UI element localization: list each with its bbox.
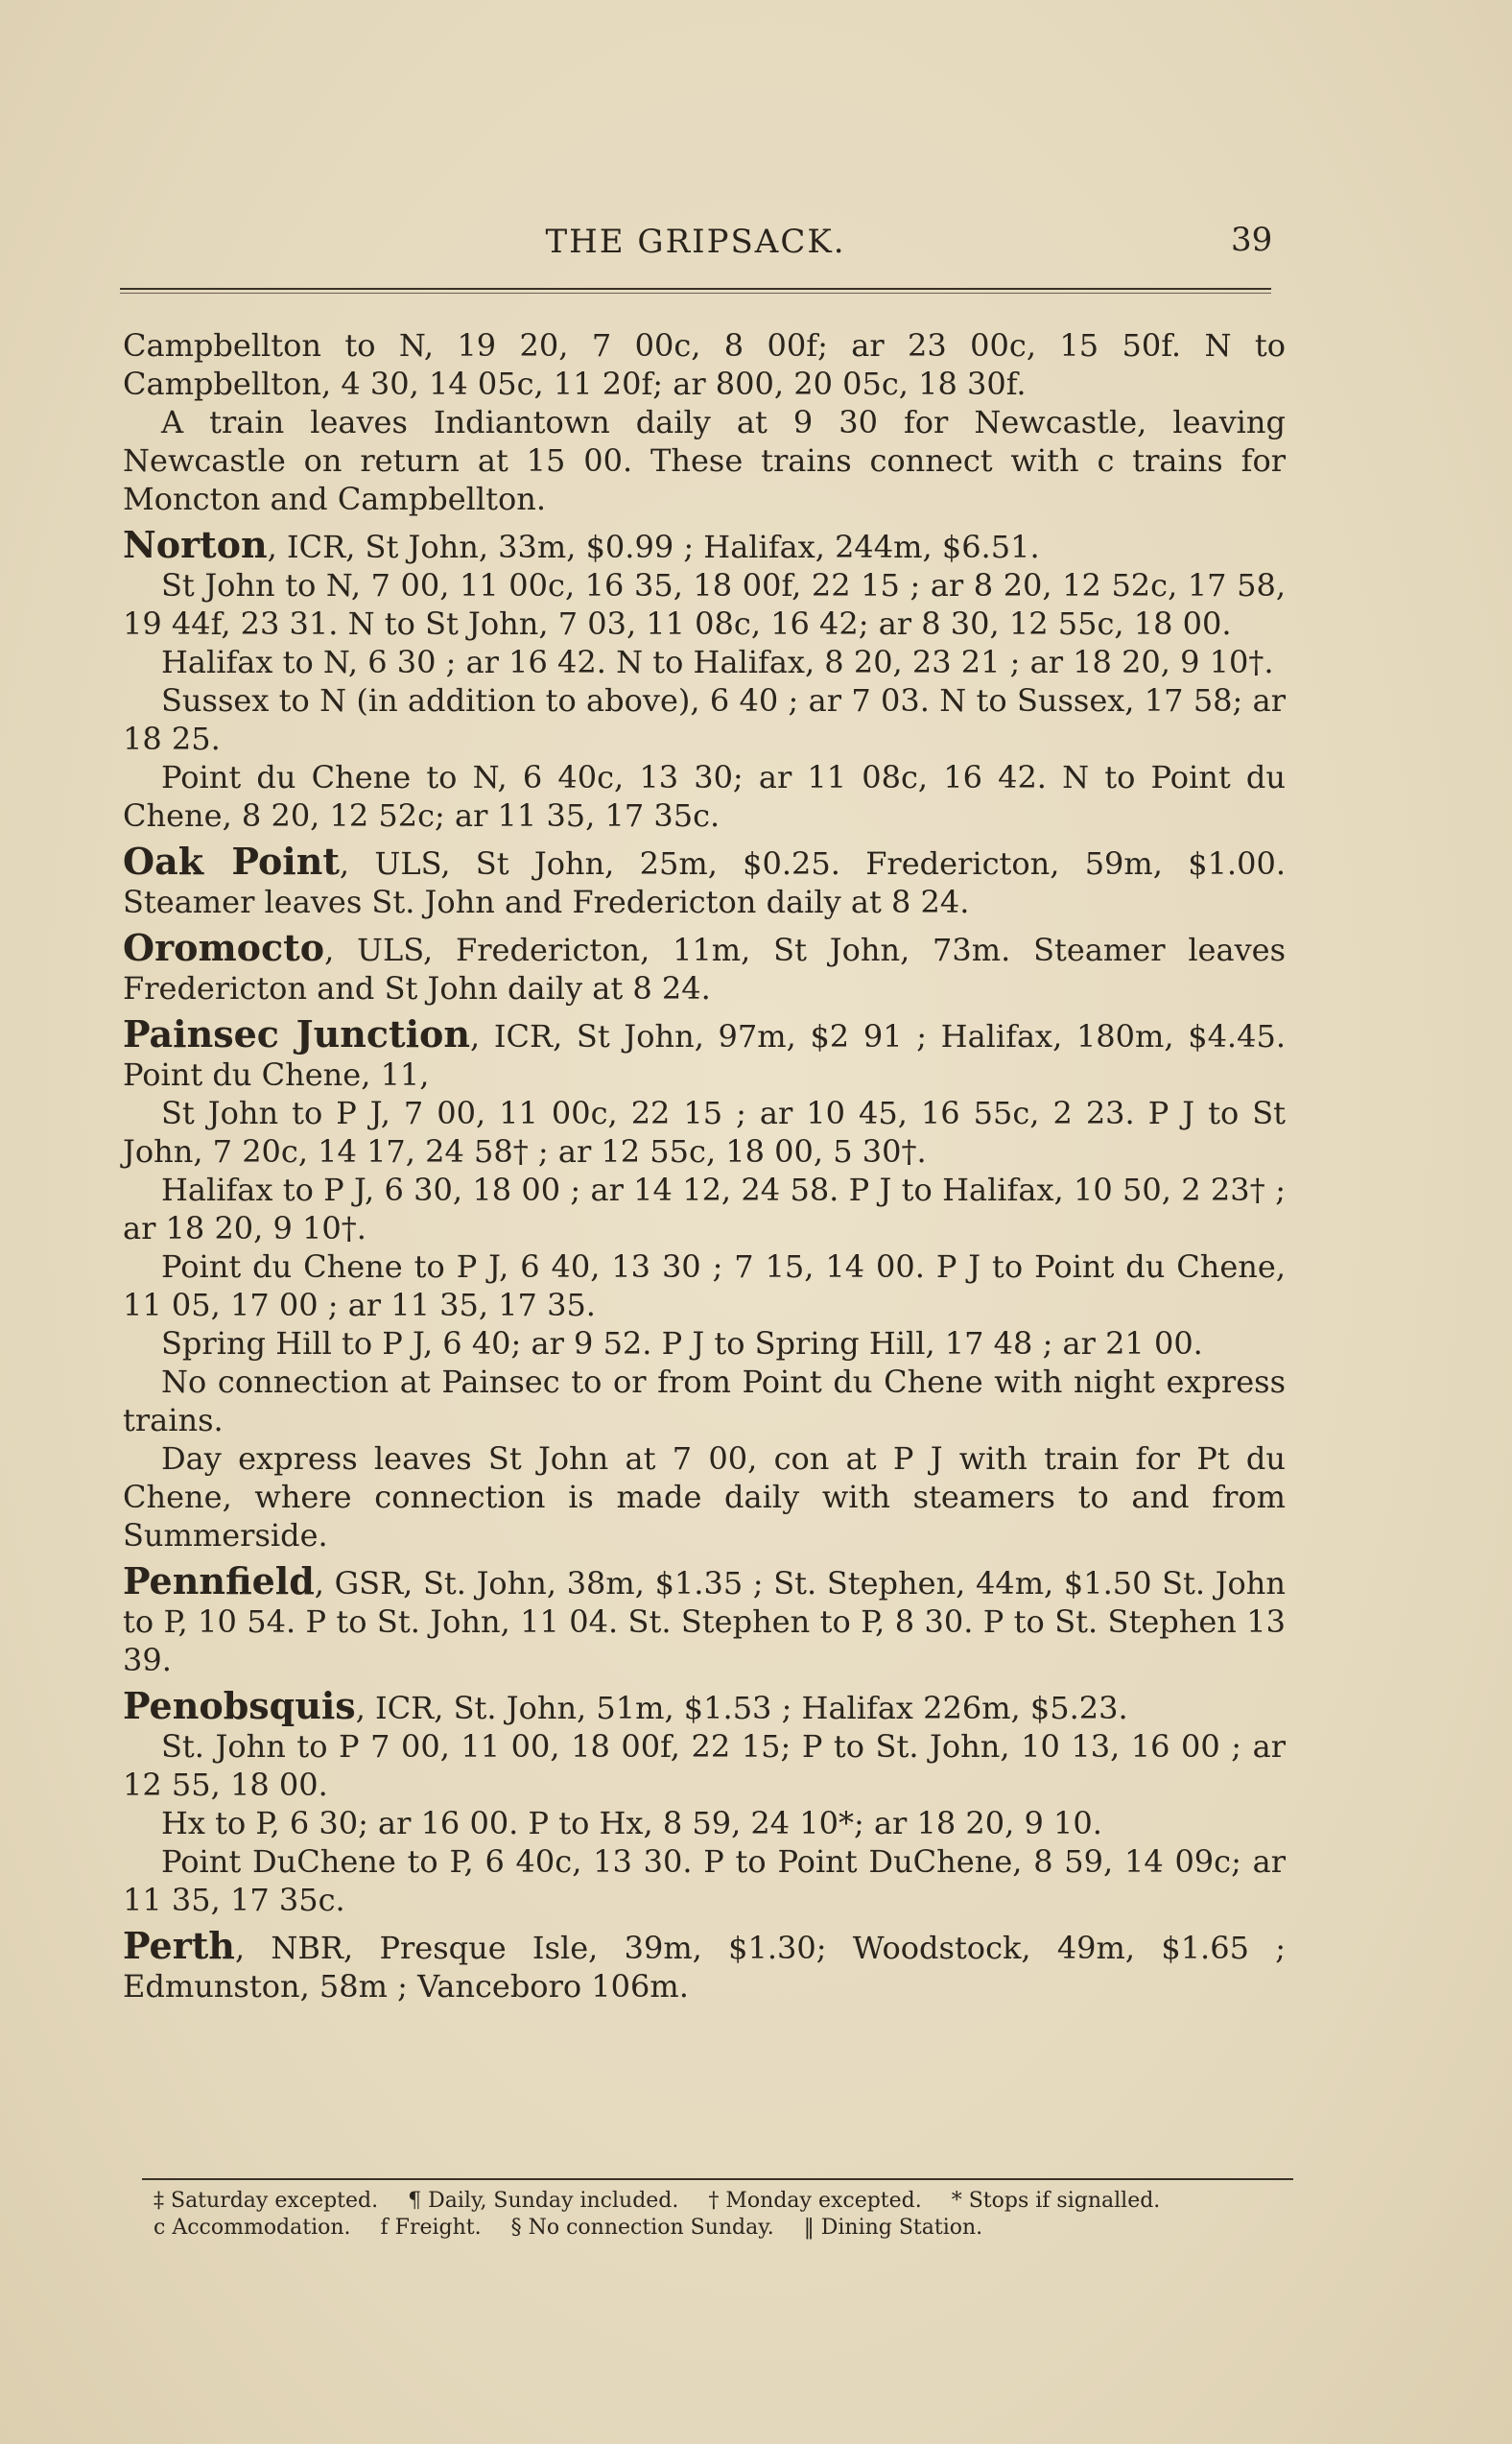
footnote-no-sunday: § No connection Sunday. <box>510 2216 774 2240</box>
footnote-row-2 <box>154 2215 1305 2242</box>
timetable-paragraph: Campbellton to N, 19 20, 7 00c, 8 00f; ar 23 00c, 15 50f. N to Campbellton, 4 30, 14 05c, 11 20f; ar 800, 20 05c, 18 30f. <box>123 327 1286 402</box>
station-lead <box>123 926 1286 1008</box>
station-entry <box>123 326 1286 518</box>
station-entry <box>123 1684 1286 1919</box>
timetable-paragraph: A train leaves Indiantown daily at 9 30 for Newcastle, leaving Newcastle on return at 15 00. These trains connect with c trains for Moncton and Campbellton. <box>123 404 1286 517</box>
station-name: Pennfield <box>123 1559 315 1602</box>
footnote-rule <box>142 2178 1293 2180</box>
footnotes <box>154 2188 1305 2242</box>
running-title: THE GRIPSACK. <box>545 223 846 261</box>
header-rule <box>120 288 1271 290</box>
station-name: Perth <box>123 1924 235 1967</box>
timetable-paragraph: St John to N, 7 00, 11 00c, 16 35, 18 00f, 22 15 ; ar 8 20, 12 52c, 17 58, 19 44f, 23 31. N to St John, 7 03, 11 08c, 16 42; ar 8 30, 12 55c, 18 00. <box>123 567 1286 642</box>
footnote-accommodation: c Accommodation. <box>154 2216 351 2240</box>
footnote-daily: ¶ Daily, Sunday included. <box>408 2189 679 2213</box>
header-rule-thin <box>120 293 1271 294</box>
station-lead <box>123 842 1286 921</box>
timetable-paragraph: Sussex to N (in addition to above), 6 40 ; ar 7 03. N to Sussex, 17 58; ar 18 25. <box>123 682 1286 757</box>
footnote-row-1 <box>154 2188 1305 2215</box>
timetable-text <box>123 326 1286 2013</box>
station-entry <box>123 842 1286 921</box>
station-summary: , ULS, Fredericton, 11m, St John, 73m. Steamer leaves Fredericton and St John daily at 8 24. <box>123 932 1286 1007</box>
station-entry <box>123 1559 1286 1679</box>
page-number: 39 <box>1231 221 1273 259</box>
station-summary: , ICR, St John, 33m, $0.99 ; Halifax, 244m, $6.51. <box>267 529 1040 565</box>
station-name: Penobsquis <box>123 1684 356 1727</box>
station-name: Oromocto <box>123 926 325 969</box>
timetable-paragraph: Point du Chene to N, 6 40c, 13 30; ar 11 08c, 16 42. N to Point du Chene, 8 20, 12 52c; ar 11 35, 17 35c. <box>123 759 1286 834</box>
station-name: Oak Point <box>123 840 340 883</box>
station-summary: , GSR, St. John, 38m, $1.35 ; St. Stephen, 44m, $1.50 St. John to P, 10 54. P to St. John, 11 04. St. Stephen to P, 8 30. P to St. Stephen 13 39. <box>123 1565 1286 1678</box>
station-entry <box>123 1924 1286 2005</box>
station-name: Norton <box>123 523 268 566</box>
station-entry <box>123 1012 1286 1554</box>
station-lead <box>123 1684 1286 1727</box>
footnote-saturday: ‡ Saturday excepted. <box>154 2189 379 2213</box>
timetable-paragraph: Point DuChene to P, 6 40c, 13 30. P to Point DuChene, 8 59, 14 09c; ar 11 35, 17 35c. <box>123 1843 1286 1918</box>
station-name: Painsec Junction <box>123 1012 471 1056</box>
station-lead <box>123 1559 1286 1679</box>
station-summary: , ICR, St. John, 51m, $1.53 ; Halifax 226m, $5.23. <box>355 1690 1128 1726</box>
timetable-paragraph: Halifax to N, 6 30 ; ar 16 42. N to Halifax, 8 20, 23 21 ; ar 18 20, 9 10†. <box>161 644 1274 680</box>
footnote-monday: † Monday excepted. <box>708 2189 922 2213</box>
station-summary: , NBR, Presque Isle, 39m, $1.30; Woodstock, 49m, $1.65 ; Edmunston, 58m ; Vanceboro 106m. <box>123 1930 1286 2005</box>
timetable-paragraph: No connection at Painsec to or from Point du Chene with night express trains. <box>123 1364 1286 1438</box>
station-lead <box>123 1012 1286 1094</box>
timetable-paragraph: St. John to P 7 00, 11 00, 18 00f, 22 15; P to St. John, 10 13, 16 00 ; ar 12 55, 18 00. <box>123 1728 1286 1803</box>
station-summary: , ULS, St John, 25m, $0.25. Fredericton, 59m, $1.00. Steamer leaves St. John and Fredericton daily at 8 24. <box>123 845 1286 920</box>
timetable-paragraph: Spring Hill to P J, 6 40; ar 9 52. P J to Spring Hill, 17 48 ; ar 21 00. <box>161 1325 1203 1362</box>
station-summary: , ICR, St John, 97m, $2 91 ; Halifax, 180m, $4.45. Point du Chene, 11, <box>123 1018 1286 1093</box>
timetable-paragraph: Hx to P, 6 30; ar 16 00. P to Hx, 8 59, 24 10*; ar 18 20, 9 10. <box>161 1805 1102 1841</box>
footnote-dining: ‖ Dining Station. <box>803 2216 983 2240</box>
station-entry <box>123 523 1286 835</box>
station-entry <box>123 926 1286 1008</box>
footnote-signalled: * Stops if signalled. <box>951 2189 1161 2213</box>
timetable-paragraph: St John to P J, 7 00, 11 00c, 22 15 ; ar 10 45, 16 55c, 2 23. P J to St John, 7 20c, 14 17, 24 58† ; ar 12 55c, 18 00, 5 30†. <box>123 1095 1286 1170</box>
timetable-paragraph: Halifax to P J, 6 30, 18 00 ; ar 14 12, 24 58. P J to Halifax, 10 50, 2 23† ; ar 18 20, 9 10†. <box>123 1172 1286 1246</box>
footnote-freight: f Freight. <box>380 2216 482 2240</box>
station-lead <box>123 523 1286 566</box>
station-lead <box>123 1924 1286 2005</box>
timetable-paragraph: Day express leaves St John at 7 00, con at P J with train for Pt du Chene, where connection is made daily with steamers to and from Summerside. <box>123 1440 1286 1554</box>
timetable-paragraph: Point du Chene to P J, 6 40, 13 30 ; 7 15, 14 00. P J to Point du Chene, 11 05, 17 00 ; ar 11 35, 17 35. <box>123 1248 1286 1323</box>
